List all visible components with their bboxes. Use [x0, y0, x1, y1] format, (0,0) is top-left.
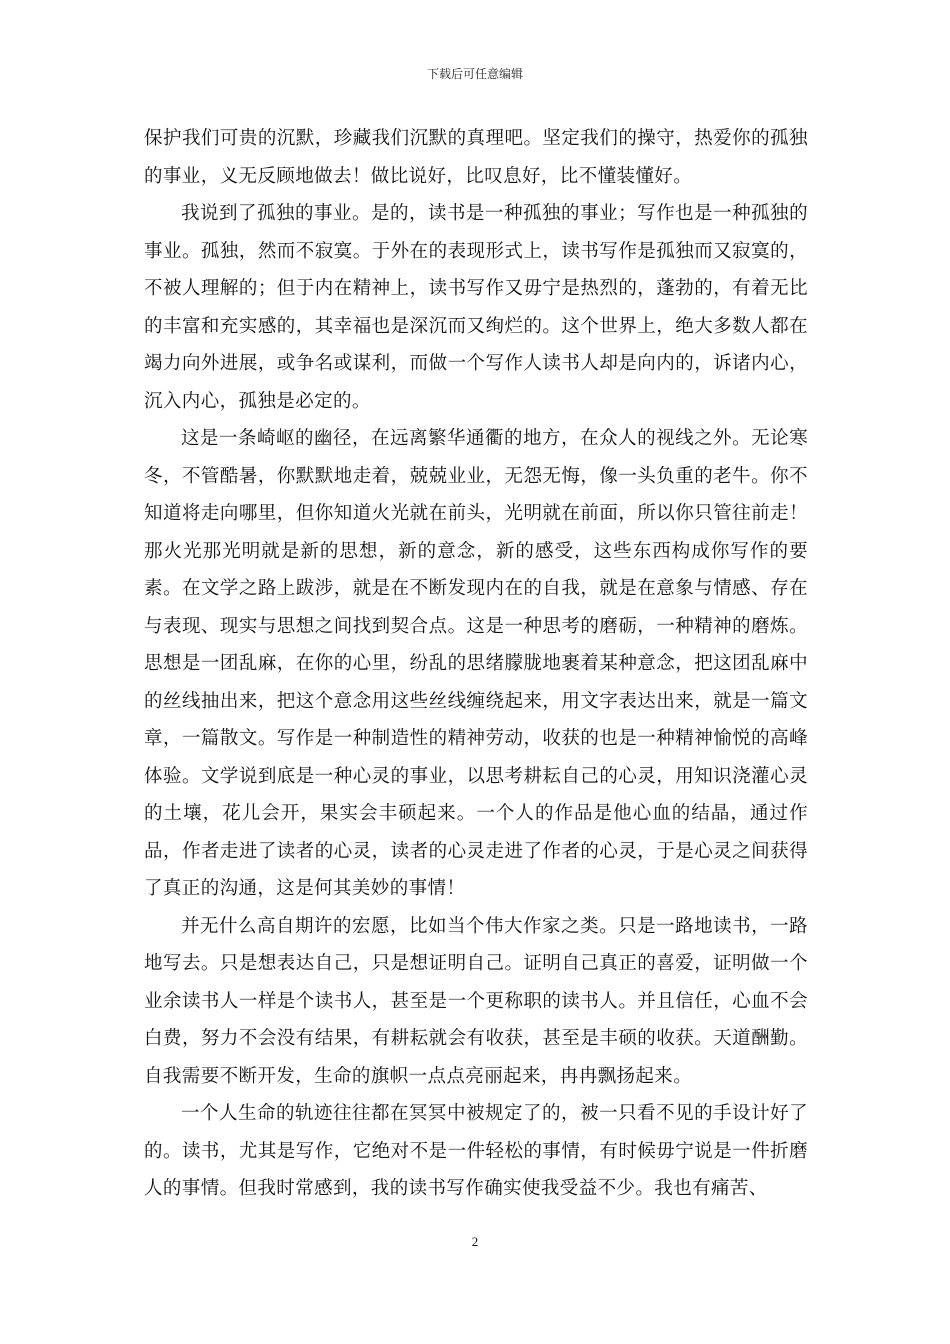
- page-header: 下载后可任意编辑: [426, 67, 523, 81]
- paragraph-2: 我说到了孤独的事业。是的，读书是一种孤独的事业；写作也是一种孤独的事业。孤独，然而不寂寞。于外在的表现形式上，读书写作是孤独而又寂寞的，不被人理解的；但于内在精神上，读书写作又毋宁是热烈的，蓬勃的，有着无比的丰富和充实感的，其幸福也是深沉而又绚烂的。这个世界上，绝大多数人都在竭力向外进展，或争名或谋利，而做一个写作人读书人却是向内的，诉诸内心，沉入内心，孤独是必定的。: [144, 203, 808, 412]
- paragraph-4: 并无什么高自期许的宏愿，比如当个伟大作家之类。只是一路地读书，一路地写去。只是想表达自己，只是想证明自己。证明自己真正的喜爱，证明做一个业余读书人一样是个读书人，甚至是一个更称职的读书人。并且信任，心血不会白费，努力不会没有结果，有耕耘就会有收获，甚至是丰硕的收获。天道酬勤。自我需要不断开发，生命的旗帜一点点亮丽起来，冉冉飘扬起来。: [144, 915, 808, 1087]
- paragraph-1: 保护我们可贵的沉默，珍藏我们沉默的真理吧。坚定我们的操守，热爱你的孤独的事业，义无反顾地做去！做比说好，比叹息好，比不懂装懂好。: [144, 128, 808, 187]
- page-number: 2: [471, 1234, 479, 1249]
- document-body: [144, 120, 808, 1208]
- paragraph-3: 这是一条崎岖的幽径，在远离繁华通衢的地方，在众人的视线之外。无论寒冬，不管酷暑，你默默地走着，兢兢业业，无怨无悔，像一头负重的老牛。你不知道将走向哪里，但你知道火光就在前头，光明就在前面，所以你只管往前走！那火光那光明就是新的思想，新的意念，新的感受，这些东西构成你写作的要素。在文学之路上跋涉，就是在不断发现内在的自我，就是在意象与情感、存在与表现、现实与思想之间找到契合点。这是一种思考的磨砺，一种精神的磨炼。思想是一团乱麻，在你的心里，纷乱的思绪朦胧地裹着某种意念，把这团乱麻中的丝线抽出来，把这个意念用这些丝线缠绕起来，用文字表达出来，就是一篇文章，一篇散文。写作是一种制造性的精神劳动，收获的也是一种精神愉悦的高峰体验。文学说到底是一种心灵的事业，以思考耕耘自己的心灵，用知识浇灌心灵的土壤，花儿会开，果实会丰硕起来。一个人的作品是他心血的结晶，通过作品，作者走进了读者的心灵，读者的心灵走进了作者的心灵，于是心灵之间获得了真正的沟通，这是何其美妙的事情！: [144, 428, 808, 899]
- paragraph-5: 一个人生命的轨迹往往都在冥冥中被规定了的，被一只看不见的手设计好了的。读书，尤其是写作，它绝对不是一件轻松的事情，有时候毋宁说是一件折磨人的事情。但我时常感到，我的读书写作确实使我受益不少。我也有痛苦、: [144, 1103, 808, 1199]
